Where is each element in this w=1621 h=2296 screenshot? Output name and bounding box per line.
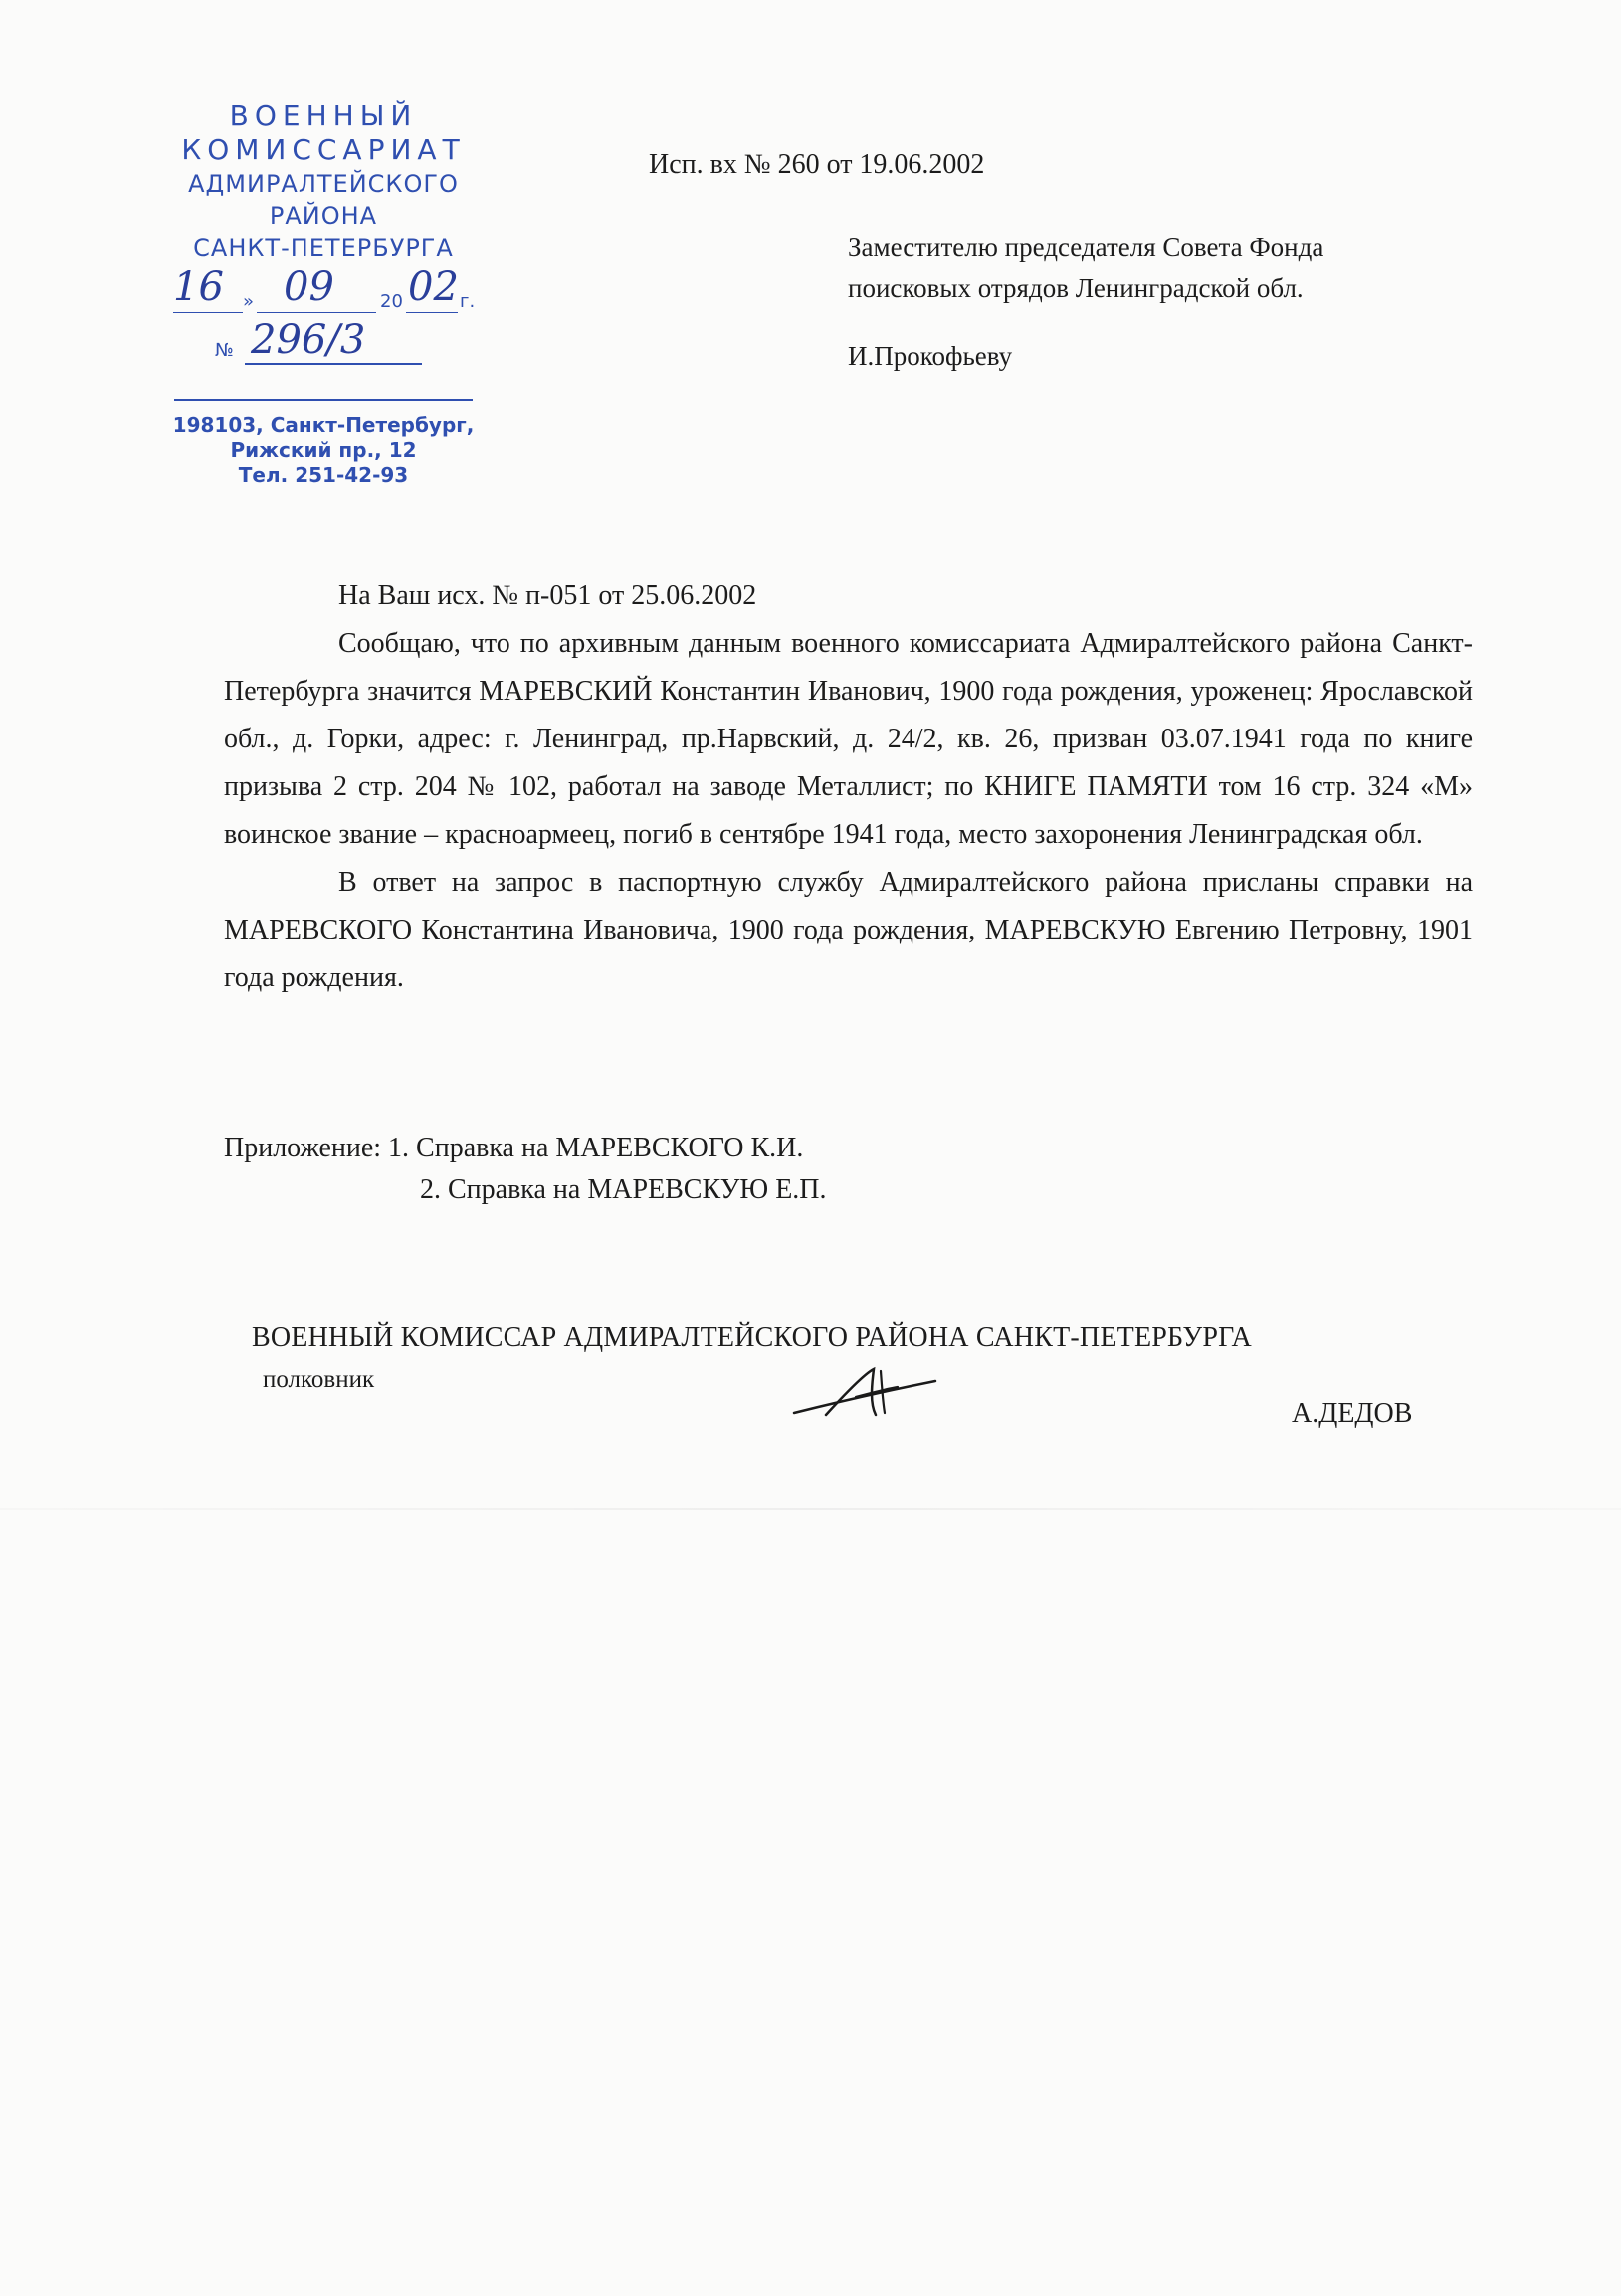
stamp-number-underline [245, 363, 422, 365]
stamp-line-4: РАЙОНА [269, 202, 378, 230]
addressee-line-2: поисковых отрядов Ленинградской обл. [848, 273, 1304, 303]
paper-fold-line [0, 1508, 1621, 1510]
addressee-line-1: Заместителю председателя Совета Фонда [848, 232, 1324, 262]
stamp-date-row: 16 » 09 20 02 г. [173, 264, 476, 312]
stamp-year-underline [406, 312, 458, 313]
institution-stamp [159, 95, 488, 488]
stamp-year-suffix: 02 [408, 264, 459, 310]
stamp-number-label: № [215, 340, 234, 361]
stamp-address-line-2: Рижский пр., 12 [230, 438, 417, 462]
signatory-title: ВОЕННЫЙ КОМИССАР АДМИРАЛТЕЙСКОГО РАЙОНА САНКТ-ПЕТЕРБУРГА [252, 1322, 1252, 1353]
body-paragraph-2: В ответ на запрос в паспортную службу Адмиралтейского района присланы справки на МАРЕВСКОГО Константина Ивановича, 1900 года рождения, МАРЕВСКУЮ Евгению Петровну, 1901 года рождения. [224, 867, 1473, 993]
stamp-line-3: АДМИРАЛТЕЙСКОГО [188, 170, 459, 198]
stamp-month-underline [257, 312, 376, 313]
signatory-name: А.ДЕДОВ [1292, 1398, 1413, 1429]
attachment-item-2: 2. Справка на МАРЕВСКУЮ Е.П. [420, 1174, 827, 1205]
stamp-line-5: САНКТ-ПЕТЕРБУРГА [193, 234, 454, 262]
stamp-number: 296/3 [251, 317, 366, 363]
stamp-month: 09 [284, 264, 334, 310]
addressee-block [848, 227, 1323, 309]
signatory-rank: полковник [263, 1366, 375, 1393]
incoming-reference: Исп. вх № 260 от 19.06.2002 [649, 149, 985, 180]
body-paragraph-1: Сообщаю, что по архивным данным военного комиссариата Адмиралтейского района Санкт-Петербурга значится МАРЕВСКИЙ Константин Иванович, 1900 года рождения, уроженец: Ярославской обл., д. Горки, адрес: г. Ленинград, пр.Нарвский, д. 24/2, кв. 26, призван 03.07.1941 года по книге призыва 2 стр. 204 № 102, работал на заводе Металлист; по КНИГЕ ПАМЯТИ том 16 стр. 324 «М» воинское звание – красноармеец, погиб в сентябре 1941 года, место захоронения Ленинградская обл. [224, 628, 1473, 850]
stamp-year-letter: г. [460, 291, 476, 312]
stamp-address [159, 413, 488, 488]
handwritten-signature [786, 1363, 965, 1433]
letter-body [224, 572, 1473, 1002]
attachment-item-1: Приложение: 1. Справка на МАРЕВСКОГО К.И. [224, 1133, 804, 1163]
attachments-list [224, 1128, 827, 1211]
stamp-address-line-3: Тел. 251-42-93 [238, 463, 409, 487]
recipient-name: И.Прокофьеву [848, 341, 1013, 371]
stamp-number-row [159, 317, 488, 373]
stamp-line-1: ВОЕННЫЙ [229, 100, 418, 132]
stamp-day-underline [173, 312, 243, 313]
stamp-divider [174, 399, 473, 401]
stamp-line-2: КОМИССАРИАТ [181, 133, 466, 166]
stamp-year-prefix: 20 [380, 291, 403, 312]
reply-reference: На Ваш исх. № п-051 от 25.06.2002 [338, 580, 757, 611]
stamp-day: 16 [173, 264, 224, 310]
stamp-address-line-1: 198103, Санкт-Петербург, [172, 413, 475, 437]
